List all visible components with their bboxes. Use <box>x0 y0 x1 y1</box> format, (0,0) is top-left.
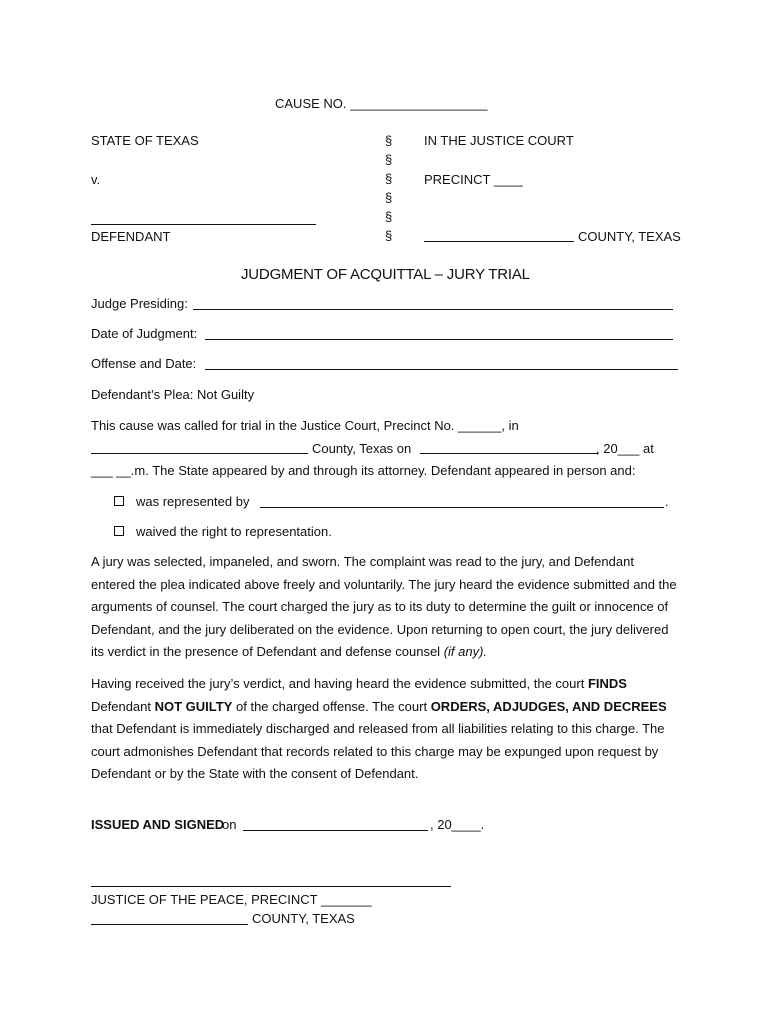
caption-state: STATE OF TEXAS <box>91 133 199 148</box>
issued-year: , 20____. <box>430 817 485 832</box>
jury-paragraph <box>91 551 681 664</box>
caption-court: IN THE JUSTICE COURT <box>424 133 574 148</box>
verdict-part-2: Defendant <box>91 698 151 714</box>
offense-and-date-line[interactable] <box>205 369 678 370</box>
trial-line-1: This cause was called for trial in the Justice Court, Precinct No. ______, in <box>91 418 519 433</box>
section-mark: § <box>385 152 393 167</box>
trial-county-line[interactable] <box>91 453 308 454</box>
issued-on: on <box>222 817 237 832</box>
issued-signed-label: ISSUED AND SIGNED <box>91 817 225 832</box>
document-title: JUDGMENT OF ACQUITTAL – JURY TRIAL <box>241 266 530 283</box>
defendant-plea: Defendant’s Plea: Not Guilty <box>91 387 255 402</box>
county-name-line[interactable] <box>424 241 574 242</box>
justice-of-peace-line: JUSTICE OF THE PEACE, PRECINCT _______ <box>91 892 372 907</box>
trial-date-line[interactable] <box>420 453 598 454</box>
offense-and-date-label: Offense and Date: <box>91 356 197 371</box>
date-of-judgment-label: Date of Judgment: <box>91 326 198 341</box>
verdict-part-4: that Defendant is immediately discharged and released from all liabilities relating to this charge. The court admonishes Defendant that records related to this charge may be expunged upon request by Defendant or by the State with the consent of Defendant. <box>91 721 665 782</box>
issued-date-line[interactable] <box>243 830 428 831</box>
trial-county-text: County, Texas on <box>312 441 412 456</box>
section-mark: § <box>385 190 393 205</box>
represented-by-line[interactable] <box>260 507 664 508</box>
section-mark: § <box>385 171 393 186</box>
verdict-part-1: Having received the jury’s verdict, and having heard the evidence submitted, the court <box>91 676 585 691</box>
waived-checkbox[interactable] <box>114 526 124 536</box>
represented-checkbox[interactable] <box>114 496 124 506</box>
verdict-paragraph <box>91 673 681 786</box>
cause-number: CAUSE NO. ___________________ <box>275 96 488 111</box>
defendant-name-line[interactable] <box>91 224 316 225</box>
represented-label: was represented by <box>136 494 250 509</box>
caption-versus: v. <box>91 172 101 187</box>
date-of-judgment-line[interactable] <box>205 339 673 340</box>
waived-label: waived the right to representation. <box>136 524 332 539</box>
section-mark: § <box>385 228 393 243</box>
signature-county-line[interactable] <box>91 924 248 925</box>
trial-line-3: ___ __.m. The State appeared by and through its attorney. Defendant appeared in person and: <box>91 463 636 478</box>
verdict-orders: ORDERS, ADJUDGES, AND DECREES <box>430 698 667 714</box>
caption-precinct: PRECINCT ____ <box>424 172 523 187</box>
justice-signature-line[interactable] <box>91 886 451 887</box>
represented-end: . <box>665 494 669 509</box>
section-mark: § <box>385 133 393 148</box>
caption-defendant: DEFENDANT <box>91 229 171 244</box>
judge-presiding-line[interactable] <box>193 309 673 310</box>
signature-county: COUNTY, TEXAS <box>252 911 355 926</box>
section-mark: § <box>385 209 393 224</box>
caption-county: COUNTY, TEXAS <box>578 229 681 244</box>
verdict-finds: FINDS <box>587 676 627 691</box>
trial-year-text: , 20___ at <box>596 441 654 456</box>
verdict-part-3: of the charged offense. The court <box>236 698 428 714</box>
jury-paragraph-text: A jury was selected, impaneled, and sworn. The complaint was read to the jury, and Defendant entered the plea indicated above freely and voluntarily. The jury heard the evidence submitted and the arguments of counsel. The court charged the jury as to its duty to determine the guilt or innocence of Defendant, and the jury deliberated on the evidence. Upon returning to open court, the jury delivered its verdict in the presence of Defendant and defense counsel <box>91 554 677 660</box>
jury-paragraph-tail: (if any). <box>443 644 488 660</box>
verdict-not-guilty: NOT GUILTY <box>154 698 233 714</box>
judge-presiding-label: Judge Presiding: <box>91 296 188 311</box>
